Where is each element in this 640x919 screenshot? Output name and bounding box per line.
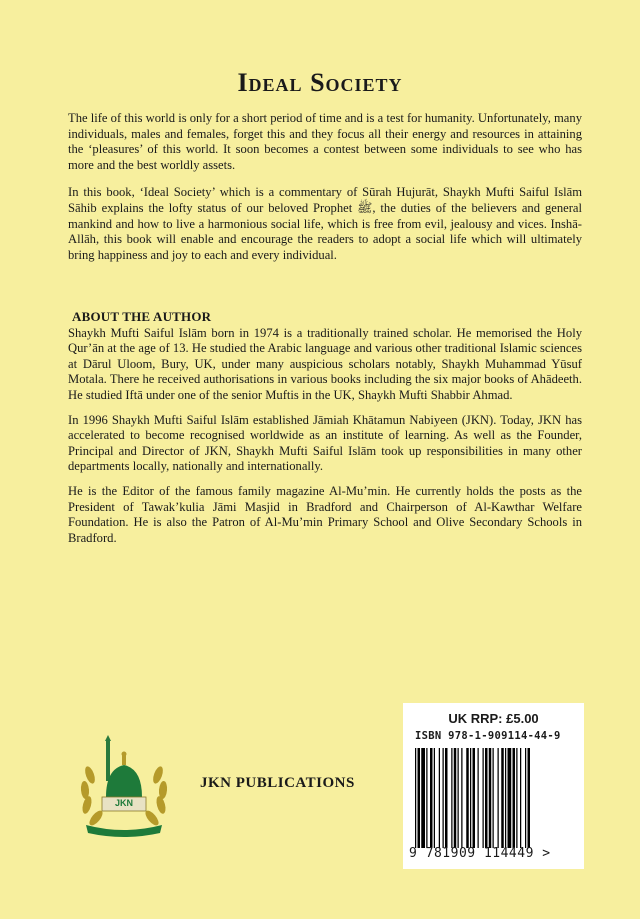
jkn-logo: [72, 735, 176, 841]
intro-paragraph-2: In this book, ‘Ideal Society’ which is a commentary of Sūrah Hujurāt, Shaykh Mufti Saiful Islām Sāhib explains the lofty status of our beloved Prophet ﷺ, the duties of the believers and general mankind and how to live a harmonious social life, which is free from evil, jealousy and vices. Inshā-Allāh, this book will enable and encourage the readers to adopt a social life which will ultimately bring happiness and joy to each and every individual.: [68, 185, 582, 262]
price-label: UK RRP: £5.00: [448, 711, 539, 726]
barcode-panel: [403, 703, 584, 869]
about-paragraph-1: Shaykh Mufti Saiful Islām born in 1974 is a traditionally trained scholar. He memorised the Holy Qur’ān at the age of 13. He studied the Arabic language and various other traditional Islamic sciences at Dārul Uloom, Bury, UK, under many auspicious scholars notably, Shaykh Muhammad Yūsuf Motala. There he received authorisations in various books including the six major books of Ahādeeth. He studied Iftā under one of the senior Muftis in the UK, Shaykh Mufti Shabbir Ahmad.: [68, 325, 582, 402]
intro-paragraph-1: The life of this world is only for a short period of time and is a test for humanity. Unfortunately, many individuals, males and females, forget this and they focus all their energy and resources in attaining the ‘pleasures’ of this world. It soon becomes a contest between some individuals to see who has more and the best worldly assets.: [68, 111, 582, 172]
intro-text: [68, 111, 582, 272]
isbn-label: ISBN 978-1-909114-44-9: [415, 730, 561, 742]
publisher-name: JKN PUBLICATIONS: [200, 775, 355, 791]
book-title: Ideal Society: [237, 68, 403, 97]
logo-text: JKN: [114, 798, 133, 808]
about-paragraph-3: He is the Editor of the famous family magazine Al-Mu’min. He currently holds the posts as the President of Tawak’kulia Jāmi Masjid in Bradford and Chairperson of Al-Kawthar Welfare Foundation. He is also the Patron of Al-Mu’min Primary School and Olive Secondary Schools in Bradford.: [68, 483, 582, 545]
green-dome-wreath-icon: [72, 735, 176, 841]
barcode-digits: 9 781909 114449 >: [409, 846, 551, 861]
about-author-heading: ABOUT THE AUTHOR: [72, 309, 212, 324]
about-author-section: [68, 309, 582, 555]
about-paragraph-2: In 1996 Shaykh Mufti Saiful Islām established Jāmiah Khātamun Nabiyeen (JKN). Today, JKN has accelerated to become recognised worldwide as an institute of learning. As well as the Founder, Principal and Director of JKN, Shaykh Mufti Saiful Islām took up responsibilities in many other departments locally, nationally and internationally.: [68, 412, 582, 474]
barcode-bars: [415, 748, 575, 848]
